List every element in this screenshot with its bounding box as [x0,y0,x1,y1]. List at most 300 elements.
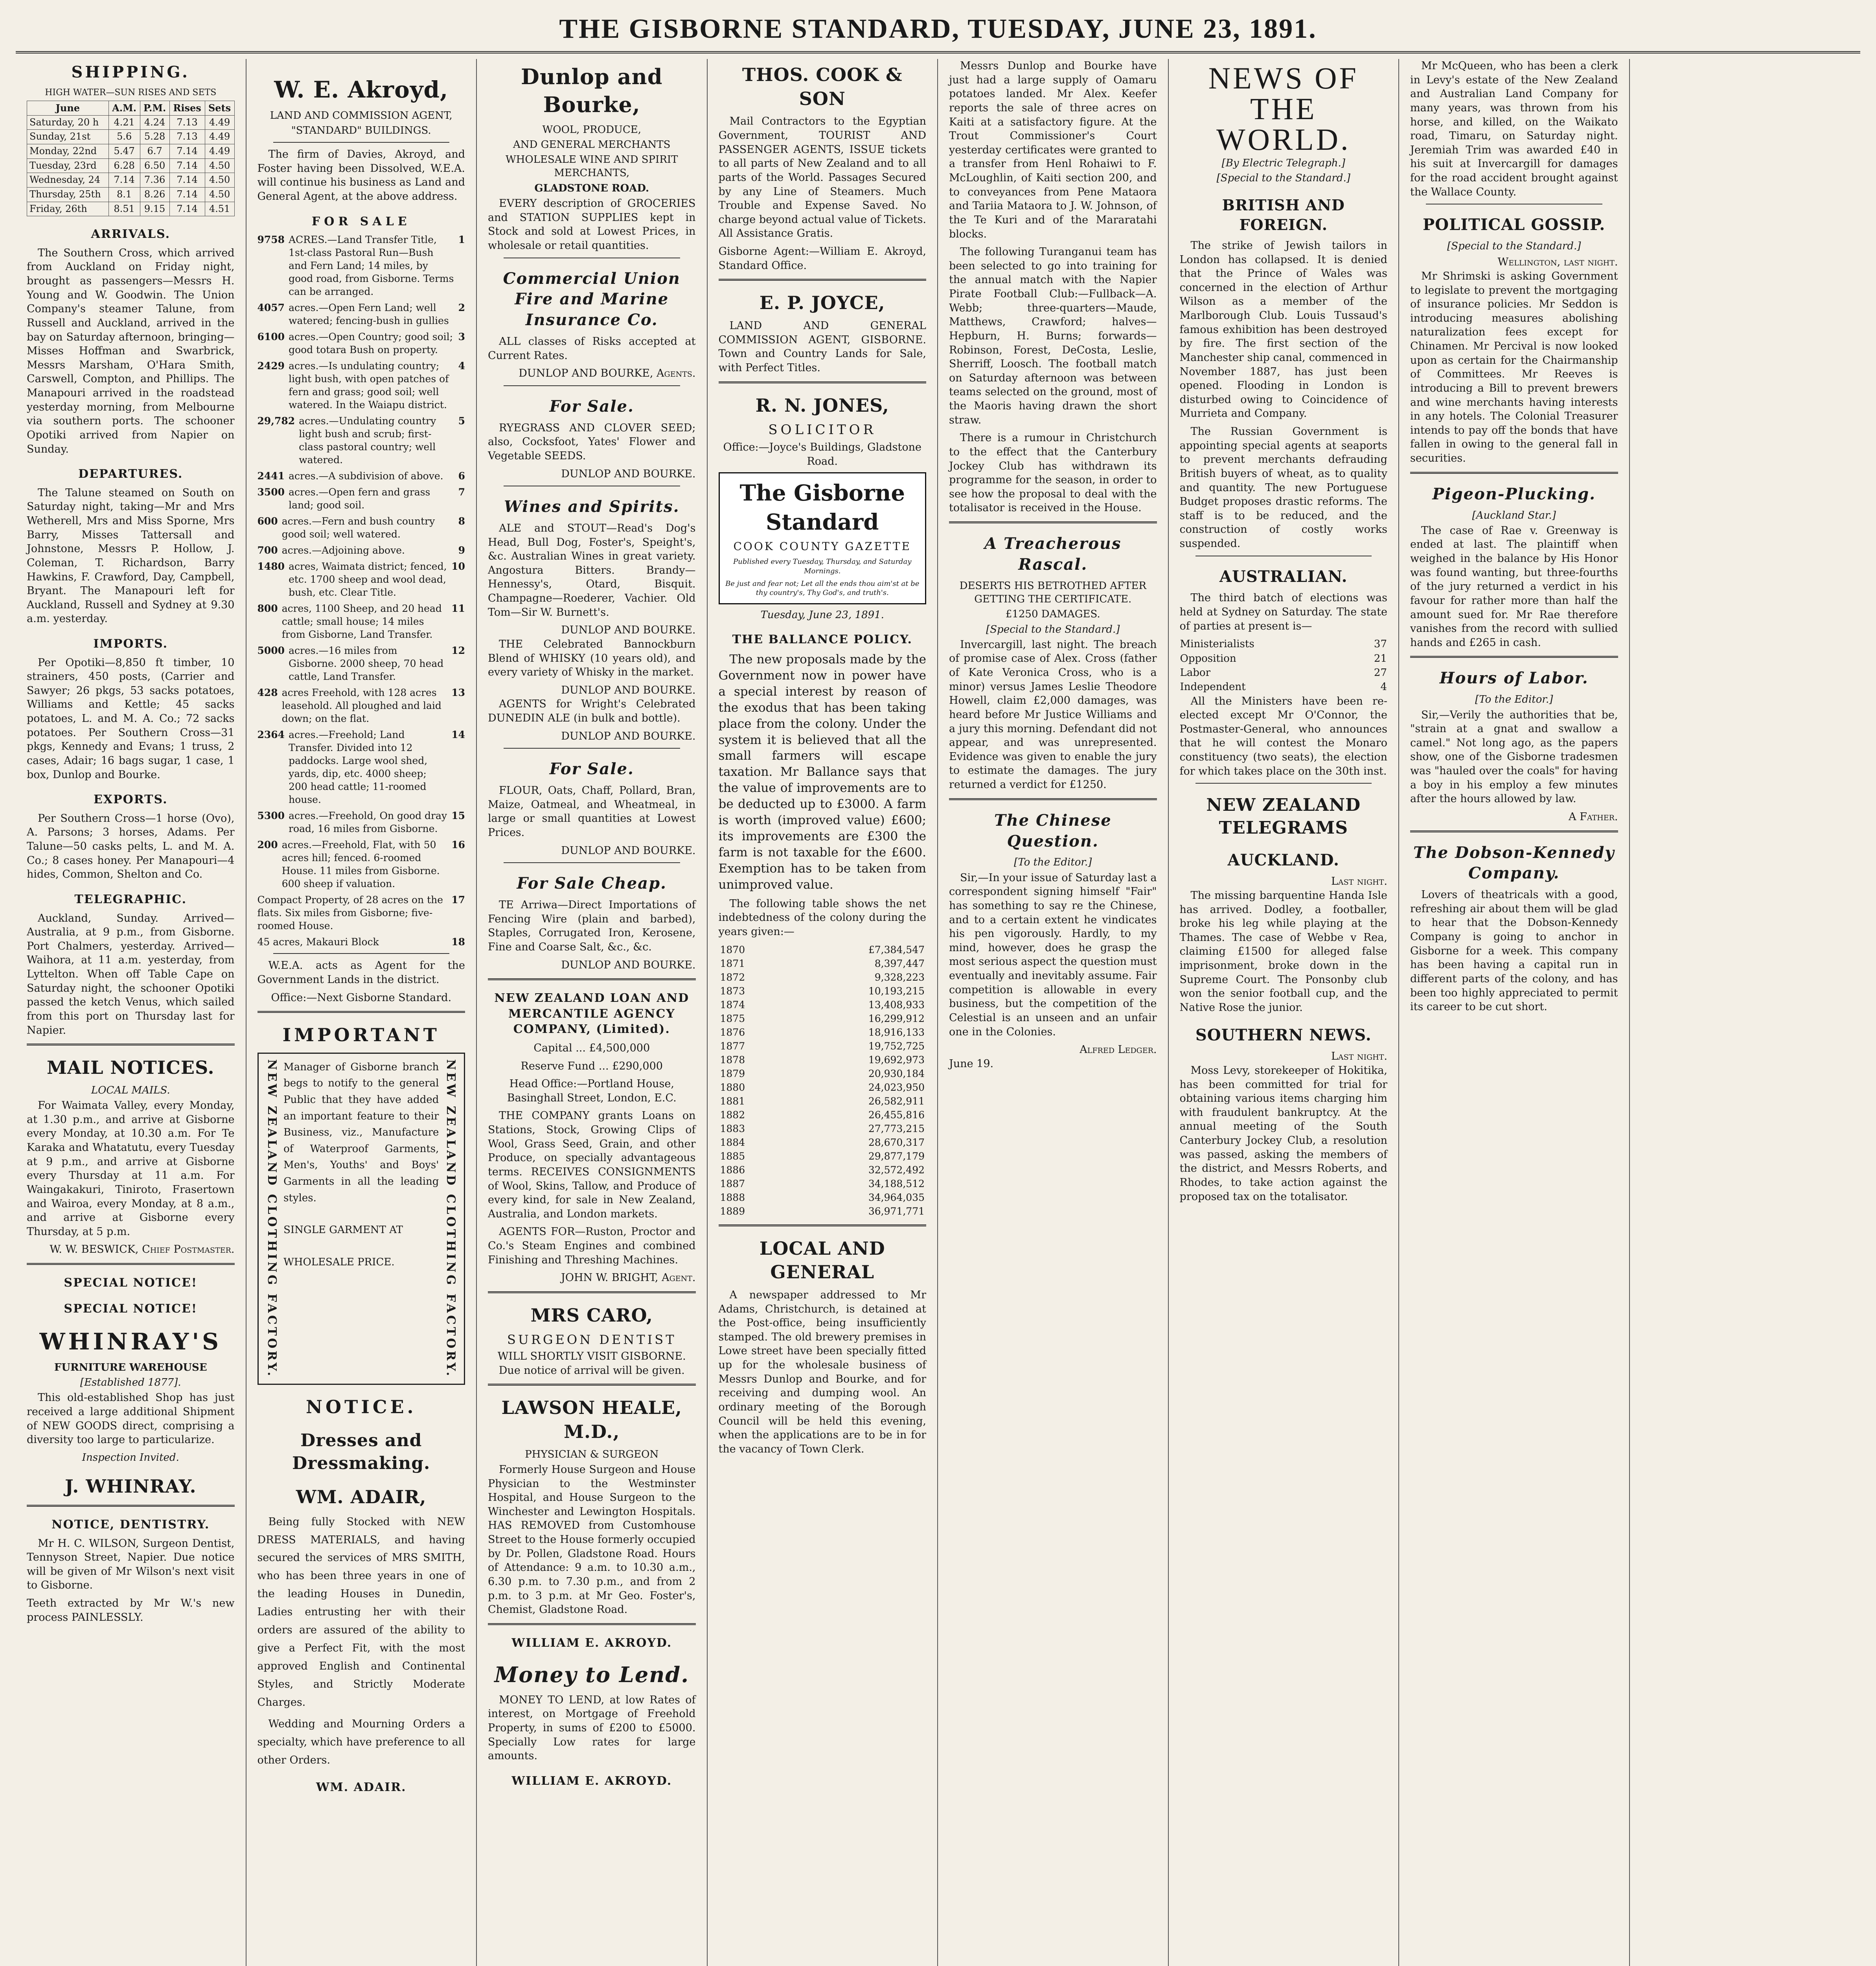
divider [504,385,680,386]
debt-row [719,970,927,984]
land-item [257,330,465,356]
debt-row [719,1149,927,1163]
whinray-text: This old-established Shop has just received a large additional Shipment of NEW GOODS direct, comprising a diversity too large to particularize. [27,1392,235,1446]
land-desc: acres.—16 miles from Gisborne. 2000 sheep, 70 head cattle, Land Transfer. [289,645,444,683]
election-row [1180,637,1388,651]
tide-cell: 6.28 [109,158,140,173]
cook-text: Mail Contractors to the Egyptian Government, TOURIST AND PASSENGER AGENTS, ISSUE tickets to all parts of New Zealand and to all parts of the World. Passages Secured by any Line of Steamers. Much Trouble and Expense Saved. No charge beyond actual value of Tickets. All Assistance Gratis. [718,115,926,240]
debt-row [719,1108,927,1122]
tide-cell: 4.24 [140,115,169,130]
arrivals-text: The Southern Cross, which arrived from Auckland on Friday night, brought as passengers—Messrs H. Young and W. Goodwin. The Union Company's steamer Talune, from Russell and Auckland, arrived in the bay on Saturday afternoon, bringing—Misses Hoffman and Swarbrick, Messrs Marsham, O'Hara Smith, Carswell, Compton, and Phillips. The Manapouri arrived in the roadstead yesterday morning, from Melbourne via southern ports. The schooner Opotiki arrived from Napier on Sunday. [27,247,235,455]
debt-cell: 24,023,950 [868,1081,925,1093]
news-continued-text: Mr McQueen, who has been a clerk in Levy's estate of the New Zealand and Australian Land Company for many years, was thrown from his horse, and killed, on the Waikato road, Timaru, on Saturday night. Jeremiah Trim was awarded £40 in his suit at Invercargill for damages for the road accident brought against the Wallace County. [1410,60,1618,198]
land-item [257,728,465,806]
rascal-title: A Treacherous Rascal. [984,534,1122,574]
debt-cell: 1881 [720,1095,745,1107]
tide-cell: 5.28 [140,130,169,144]
divider [273,953,450,954]
pigeon-text: The case of Rae v. Greenway is ended at last. The plaintiff when weighed in the balance by His Honor was found wanting, but three-fourths of the jury returned a verdict in his favour for rather more than half the amount sued for. Mr Rae therefore vanishes from the record with sullied hands and £265 in cash. [1410,524,1618,649]
for-sale-title: For Sale. [549,397,634,416]
land-number: 9 [458,545,465,556]
land-desc: acres.—Freehold; Land Transfer. Divided into 12 paddocks. Large wool shed, yards, dip, etc. 4000 sheep; 200 head cattle; 11-roomed house. [289,729,428,806]
land-desc: acres, 1100 Sheep, and 20 head cattle; small house; 14 miles from Gisborne, Land Transfer. [281,603,442,641]
caro-name: MRS CARO, [530,1304,653,1326]
election-cell: 27 [1374,666,1387,679]
dress-name: WM. ADAIR, [296,1486,427,1508]
column-4 [708,59,938,1966]
jones-name: R. N. JONES, [755,394,889,416]
clothing-factory-body [283,1059,439,1378]
auckland-subtitle: Last night. [1331,875,1387,888]
land-item [257,515,465,541]
debt-row [719,1122,927,1136]
rumour-text: There is a rumour in Christchurch to the effect that the Canterbury Jockey Club has withdrawn its programme for the season, in order to see how the proposal to deal with the totalisator is received in the House. [949,432,1157,514]
akroyd-line2: "STANDARD" BUILDINGS. [291,124,431,136]
whinray-established: [Established 1877]. [80,1377,181,1389]
debt-row [719,957,927,970]
land-item [257,644,465,683]
election-cell: Labor [1180,666,1210,679]
election-cell: Opposition [1180,652,1236,665]
whisky-text: THE Celebrated Bannockburn Blend of WHISKY (10 years old), and every variety of Whisky in the market. [488,638,696,679]
tide-cell: 7.14 [109,173,140,188]
debt-cell: 1871 [720,957,745,969]
tide-cell: Thursday, 25th [27,187,109,202]
debt-cell: 34,188,512 [868,1178,925,1189]
divider [488,1384,696,1386]
whinray-signature: J. WHINRAY. [65,1476,197,1497]
debt-cell: 1886 [720,1164,745,1176]
news-special: [Special to the Standard.] [1216,172,1350,184]
tide-cell: Wednesday, 24 [27,173,109,188]
auckland-text: The missing barquentine Handa Isle has arrived. Dodley, a footballer, broke his leg while playing at the Thames. The case of Webbe v Rea, claiming £1500 for alleged false imprisonment, broke down in the Supreme Court. The Ponsonby club won the senior football cup, and the Native Rose the junior. [1179,889,1387,1014]
cook-signature: Gisborne Agent:—William E. Akroyd, Standard Office. [718,245,926,272]
imports-title: IMPORTS. [93,637,168,651]
dunlop-text: EVERY description of GROCERIES and STATION SUPPLIES kept in Stock and sold at Lowest Prices, in wholesale or retail quantities. [488,197,696,252]
debt-row [719,943,927,957]
divider [488,1291,696,1293]
southern-text: Moss Levy, storekeeper of Hokitika, has been committed for trial for obtaining various items charging him with fraudulent bankruptcy. At the annual meeting of the South Canterbury Jockey Club, a resolution was passed, asking the members of the district, and Messrs Roberts, and Rhodes, to take action against the proposed tax on the totalisator. [1179,1064,1387,1203]
tide-cell: 4.21 [109,115,140,130]
land-desc: acres.—Freehold, Flat, with 50 acres hill; fenced. 6-roomed House. 11 miles from Gisborne. 600 sheep if valuation. [281,839,440,890]
land-acres: 700 [257,545,278,556]
ballance-text: The new proposals made by the Government now in power have a special interest by reason of the exodus that has been taking place from the colony. Under the system it is believed that all the small farmers will escape taxation. Mr Ballance says that the value of improvements are to be deducted up to £3000. A farm is worth (improved value) £600; its improvements are £300 the farm is not taxable for the £600. Exemption has to be taken from unimproved value. [718,652,926,892]
debt-table [719,943,927,1218]
dunlop-name: Dunlop and Bourke, [521,64,663,118]
departures-text: The Talune steamed on South on Saturday night, taking—Mr and Mrs Wetherell, Mrs and Miss Sporne, Mrs Barry, Misses Tattersall and Johnstone, Messrs P. Hollow, J. Coleman, T. Richardson, Barry Hawkins, F. Crawford, Day, Campbell, Bryant. The Manapouri left for Auckland, Russell and Sydney at 9.30 a.m. yesterday. [27,486,235,625]
land-acres: 200 [257,839,278,851]
departures-title: DEPARTURES. [78,467,183,481]
debt-row [719,998,927,1012]
akroyd-office: Office:—Next Gisborne Standard. [271,991,452,1004]
debt-cell: 26,455,816 [868,1109,925,1121]
land-desc: acres.—Open Fern Land; well watered; fencing-bush in gullies [289,302,449,327]
debt-cell: 9,328,223 [874,971,925,983]
important-title: IMPORTANT [282,1024,440,1046]
money-title: Money to Lend. [494,1662,689,1688]
debt-row [719,1136,927,1149]
tide-cell: 7.13 [169,130,205,144]
dress-title: Dresses and Dressmaking. [292,1430,430,1473]
land-acres: 600 [257,515,278,527]
debt-cell: 18,916,133 [868,1026,925,1038]
land-desc: acres.—Freehold, On good dray road, 16 miles from Gisborne. [289,810,447,835]
divider [27,1263,235,1265]
land-item [257,469,465,482]
exports-title: EXPORTS. [93,793,168,807]
heale-subtitle: PHYSICIAN & SURGEON [525,1448,659,1460]
divider [1410,830,1618,832]
divider [504,748,680,749]
tide-header: Rises [169,101,205,115]
divider [504,862,680,863]
land-acres: 2429 [257,360,285,372]
land-number: 17 [451,894,465,906]
money-signature: WILLIAM E. AKROYD. [511,1774,672,1788]
exports-text: Per Southern Cross—1 horse (Ovo), A. Parsons; 3 horses, Adams. Per Talune—50 casks pelts, L. and M. A. Co.; 8 cases honey. Per Manapouri—4 hides, Common, Shelton and Co. [27,812,235,881]
dunlop-line2: AND GENERAL MERCHANTS [513,138,671,151]
land-desc: 45 acres, Makauri Block [257,936,379,948]
column-1 [16,59,246,1966]
dress-text: Being fully Stocked with NEW DRESS MATERIALS, and having secured the services of MRS SMITH, who has been three years in one of the leading Houses in Dunedin, Ladies entrusting her with their orders are assured of the ability to give a Perfect Fit, with the most approved English and Continental Styles, and Strictly Moderate Charges. [257,1515,465,1708]
auckland-title: AUCKLAND. [1227,850,1339,869]
rascal-text: Invercargill, last night. The breach of promise case of Alex. Cross (father of Kate Veronica Cross, who is a minor) versus James Leslie Theodore Howell, claim £2,000 damages, was heard before Mr Justice Williams and a jury this morning. Defendant did not appear, and was unrepresented. Evidence was given to enable the jury to estimate the damages. The jury returned a verdict for £1250. [949,638,1157,791]
land-item [257,414,465,466]
for-sale2-title: For Sale. [549,760,634,779]
land-number: 12 [451,645,465,657]
tide-cell: 8.1 [109,187,140,202]
debt-row [719,1163,927,1177]
debt-cell: 1889 [720,1205,745,1217]
tide-cell: 7.13 [169,115,205,130]
tide-cell: 4.50 [205,158,234,173]
akroyd-line1: LAND AND COMMISSION AGENT, [270,109,452,121]
land-number: 5 [458,415,465,427]
chinese-text: Sir,—In your issue of Saturday last a correspondent signing himself "Fair" has something to say re the Chinese, and to a certain extent he vindicates his pen vigorously. Hardly, to my mind, however, does he grasp the most serious aspect the question must eventually and inevitably assume. Fair competition is allowable in every business, but the competition of the Celestial is an unseen and an unfair one in the Colonies. [949,871,1157,1038]
debt-row [719,1204,927,1218]
land-number: 7 [458,486,465,498]
hours-text: Sir,—Verily the authorities that be, "strain at a gnat and swallow a camel." Not long ago, as the papers show, one of the Gisborne tradesmen was "hauled over the coals" for having a boy in his employ a few minutes after the hours allowed by law. [1410,709,1618,805]
land-desc: acres.—Open Country; good soil; good totara Bush on property. [289,331,453,356]
fire-signature: DUNLOP AND BOURKE, Agents. [519,367,696,380]
land-item [257,893,465,932]
imports-text: Per Opotiki—8,850 ft timber, 10 strainers, 450 posts, (Carrier and Sawyer; 26 pkgs, 53 sacks potatoes, Williams and Kettle; 45 sacks potatoes, L. and M. A. Co.; 72 sacks potatoes. Per Southern Cross—31 pkgs, Kennedy and Evans; 1 truss, 2 cases, Adair; 16 bags sugar, 1 case, 1 box, Dunlop and Bourke. [27,656,235,781]
dress-signature: WM. ADAIR. [316,1780,406,1795]
football-text: The following Turanganui team has been selected to go into training for the annual match with the Napier Pirate Football Club:—Fullback—A. Webb; three-quarters—Maude, Matthews, Crawford; halves—Hepburn, H. Burns; forwards—Robinson, Forest, DeCosta, Leslie, Sherriff, Loosch. The football match on Saturday afternoon was between teams selected on the ground, most of the Maoris having drawn the short straw. [949,246,1157,426]
tide-cell: 4.49 [205,130,234,144]
divider [1195,783,1372,784]
ballance-title: THE BALLANCE POLICY. [732,633,912,647]
money-name: WILLIAM E. AKROYD. [511,1636,672,1650]
debt-row [719,1177,927,1191]
british-title: BRITISH AND FOREIGN. [1222,196,1345,234]
dunlop-line4: GLADSTONE ROAD. [534,182,649,194]
heale-text: Formerly House Surgeon and House Physician to the Westminster Hospital, and House Surgeon to the Winchester and Lewington Hospitals. HAS REMOVED from Customhouse Street to the House formerly occupied by Dr. Pollen, Gladstone Road. Hours of Attendance: 9 a.m. to 10.30 a.m., 6.30 p.m. to 7.30 p.m., and from 2 p.m. to 3 p.m. at Mr Geo. Foster's, Chemist, Gladstone Road. [488,1463,696,1616]
debt-row [719,1067,927,1081]
rascal-subtitle: DESERTS HIS BETROTHED AFTER GETTING THE CERTIFICATE. [959,580,1146,605]
debt-cell: 1879 [720,1068,745,1079]
arrivals-title: ARRIVALS. [91,227,171,241]
dunlop-line3: WHOLESALE WINE AND SPIRIT MERCHANTS, [506,154,678,179]
land-number: 4 [458,360,465,372]
tide-table [27,101,235,216]
debt-cell: 19,752,725 [868,1040,925,1052]
tide-cell: Tuesday, 23rd [27,158,109,173]
pigeon-title: Pigeon-Plucking. [1432,484,1596,503]
election-row [1180,680,1388,694]
fire-text: ALL classes of Risks accepted at Current Rates. [488,335,696,362]
land-acres: 3500 [257,486,285,498]
news-subtitle: [By Electric Telegraph.] [1221,157,1345,169]
special-notice: SPECIAL NOTICE! [64,1301,198,1316]
column-2 [246,59,477,1966]
divider [273,142,450,143]
clothing-wholesale: WHOLESALE PRICE. [283,1256,395,1268]
divider [949,521,1157,523]
australian-text: The third batch of elections was held at Sydney on Saturday. The state of parties at present is— [1179,592,1387,632]
australian-text-2: All the Ministers have been re-elected except Mr O'Connor, the Postmaster-General, who announces that he will contest the Monaro constituency (two seats), the election for which takes place on the 30th inst. [1179,695,1387,777]
dentistry-footer: Teeth extracted by Mr W.'s new process PAINLESSLY. [27,1597,235,1624]
dunedin-signature: DUNLOP AND BOURKE. [561,730,696,742]
loan-capital: Capital ... £4,500,000 [533,1042,650,1054]
mail-text: For Waimata Valley, every Monday, at 1.30 p.m., and arrive at Gisborne every Monday, at 10.30 a.m. For Te Karaka and Whatatutu, every Tuesday at 9 p.m., and arrive at Gisborne every Thursday at 11 a.m. For Waingakakuri, Tiniroto, Frasertown and Wairoa, every Monday, at 8 a.m., and arrive at Gisborne every Thursday, at 5 p.m. [27,1099,235,1238]
land-item [257,233,465,298]
land-desc: Compact Property, of 28 acres on the flats. Six miles from Gisborne; five-roomed House. [257,894,443,932]
tide-cell: 4.50 [205,173,234,188]
land-acres: 2441 [257,470,285,482]
debt-cell: 1887 [720,1178,745,1189]
tide-cell: 9.15 [140,202,169,216]
debt-row [719,1025,927,1039]
column-6 [1169,59,1400,1966]
land-item [257,686,465,725]
debt-cell: 8,397,447 [874,957,925,969]
land-item [257,544,465,557]
fire-title: Commercial Union Fire and Marine Insurance Co. [503,269,681,330]
heale-name: LAWSON HEALE, M.D., [501,1397,682,1442]
shipping-title: SHIPPING. [71,63,190,81]
tide-cell: 8.51 [109,202,140,216]
land-acres: 2364 [257,729,285,741]
loan-office: Head Office:—Portland House, Basinghall Street, London, E.C. [507,1078,677,1104]
land-item [257,809,465,835]
land-number: 16 [451,839,465,851]
land-item [257,301,465,327]
debt-cell: 13,408,933 [868,999,925,1011]
column-3 [477,59,708,1966]
tide-row [27,115,235,130]
election-cell: Independent [1180,681,1246,693]
wines-signature: DUNLOP AND BOURKE. [561,624,696,637]
telegraphic-title: TELEGRAPHIC. [74,892,187,906]
cheap-signature: DUNLOP AND BOURKE. [561,959,696,971]
election-cell: 4 [1380,681,1387,693]
loan-signature: JOHN W. BRIGHT, Agent. [561,1272,696,1284]
dobson-title: The Dobson-Kennedy Company. [1413,843,1615,883]
local-continued-text: Messrs Dunlop and Bourke have just had a large supply of Oamaru potatoes landed. Mr Alex. Keefer reports the sale of three acres on Kaiti at a satisfactory figure. At the Trout Commissioner's Court yesterday certificates were granted to a transfer from Henl Rohaiwi to F. McLoughlin, of Kaiti section 200, and to conveyances from Pene Mataora and Tariia Mataora to J. W. Johnson, of the Te Kuri and of the Mararatahi blocks. [949,60,1157,240]
land-desc: acres.—Undulating country light bush and scrub; first-class pastoral country; well watered. [299,415,436,466]
debt-cell: 19,692,973 [868,1054,925,1066]
dunedin-text: AGENTS for Wright's Celebrated DUNEDIN ALE (in bulk and bottle). [488,698,696,725]
tide-cell: 7.14 [169,158,205,173]
debt-cell: 1880 [720,1081,745,1093]
tide-cell: 4.51 [205,202,234,216]
akroyd-name: W. E. Akroyd, [274,76,449,103]
debt-row [719,1053,927,1067]
tide-cell: 6.50 [140,158,169,173]
debt-cell: 1882 [720,1109,745,1121]
land-desc: ACRES.—Land Transfer Title, 1st-class Pastoral Run—Bush and Fern Land; 14 miles, by good road, from Gisborne. Terms can be arranged. [289,234,454,298]
flag-publication: Published every Tuesday, Thursday, and Saturday Mornings. [733,558,912,575]
tide-row [27,144,235,158]
jones-subtitle: SOLICITOR [768,422,877,438]
tide-cell: Friday, 26th [27,202,109,216]
british-text: The strike of Jewish tailors in London has collapsed. It is denied that the Prince of Wales was concerned in the election of Arthur Wilson as a member of the Marlborough Club. Louis Tussaud's famous exhibition has been destroyed by fire. The first section of the Manchester ship canal, commenced in November 1887, has just been opened. Flooding in London is disturbed owing to Coincidence of Murrieta and Company. [1179,239,1387,420]
loan-text: THE COMPANY grants Loans on Stations, Stock, Growing Clips of Wool, Grass Seed, Grain, and other Produce, on specially advantageous terms. RECEIVES CONSIGNMENTS of Wool, Skins, Tallow, and Produce of every kind, for sale in New Zealand, Australia, and London markets. [488,1110,696,1220]
clothing-factory-side: NEW ZEALAND CLOTHING FACTORY. [265,1059,279,1379]
flag-title: The Gisborne Standard [739,480,905,536]
land-number: 15 [451,810,465,822]
whisky-signature: DUNLOP AND BOURKE. [561,684,696,696]
debt-cell: 1885 [720,1150,745,1162]
debt-cell: 1875 [720,1012,745,1024]
debt-cell: 1877 [720,1040,745,1052]
debt-cell: 26,582,911 [868,1095,925,1107]
debt-row [719,984,927,998]
land-number: 6 [458,470,465,482]
debt-cell: 29,877,179 [868,1150,925,1162]
land-number: 14 [451,729,465,741]
hours-title: Hours of Labor. [1439,669,1589,688]
tide-cell: Monday, 22nd [27,144,109,158]
news-title: NEWS OF THE WORLD. [1208,61,1359,156]
debt-cell: 27,773,215 [868,1123,925,1134]
cheap-title: For Sale Cheap. [517,874,667,893]
debt-cell: 1888 [720,1191,745,1203]
land-acres: 428 [257,687,278,699]
debt-cell: 32,572,492 [868,1164,925,1176]
column-8 [1630,59,1861,1966]
debt-cell: 1872 [720,971,745,983]
joyce-text: LAND AND GENERAL COMMISSION AGENT, GISBORNE. Town and Country Lands for Sale, with Perfect Titles. [718,320,926,374]
land-acres: 9758 [257,234,285,246]
land-acres: 29,782 [257,415,295,427]
land-item [257,602,465,641]
tide-cell: 6.7 [140,144,169,158]
land-desc: acres, Waimata district; fenced, etc. 1700 sheep and wool dead, bush, etc. Clear Title. [289,561,447,598]
debt-row [719,1081,927,1094]
debt-cell: 10,193,215 [868,985,925,997]
flag-subtitle: COOK COUNTY GAZETTE [733,540,911,553]
whinray-name: WHINRAY'S [39,1328,222,1355]
flag-motto: Be just and fear not; Let all the ends thou aim'st at be thy country's, Thy God's, and truth's. [725,579,920,597]
tide-cell: 7.14 [169,173,205,188]
tide-header: Sets [205,101,234,115]
dentistry-text: Mr H. C. WILSON, Surgeon Dentist, Tennyson Street, Napier. Due notice will be given of Mr Wilson's next visit to Gisborne. [27,1537,235,1592]
political-place: Wellington, last night. [1497,256,1618,269]
divider [1410,472,1618,474]
newspaper-title: THE GISBORNE STANDARD, TUESDAY, JUNE 23, 1891. [559,14,1317,44]
tide-row [27,187,235,202]
money-text: MONEY TO LEND, at low Rates of interest, on Mortgage of Freehold Property, in sums of £200 to £5000. Specially Low rates for large amounts. [488,1694,696,1762]
local-title: LOCAL AND GENERAL [759,1237,885,1283]
divider [1410,656,1618,658]
land-acres: 4057 [257,302,285,314]
debt-row [719,1012,927,1025]
land-item [257,838,465,890]
hours-subtitle: [To the Editor.] [1475,694,1553,706]
clothing-single: SINGLE GARMENT AT [283,1224,403,1236]
caro-text: WILL SHORTLY VISIT GISBORNE. Due notice of arrival will be given. [497,1350,686,1377]
debt-cell: 1884 [720,1136,745,1148]
southern-title: SOUTHERN NEWS. [1195,1025,1372,1044]
tide-cell: 7.14 [169,187,205,202]
debt-cell: 1873 [720,985,745,997]
land-desc: acres.—Is undulating country; light bush, with open patches of fern and grass; good soil; well watered. In the Waiapu district. [289,360,449,411]
newspaper-flag [719,472,927,604]
loan-title: NEW ZEALAND LOAN AND MERCANTILE AGENCY COMPANY, (Limited). [494,991,690,1036]
telegraphic-text: Auckland, Sunday. Arrived—Australia, at 9 p.m., from Gisborne. Port Chalmers, yesterday. Arrived—Waihora, at 11 a.m. yesterday, from Lyttelton. When off Table Cape on Saturday night, the schooner Opotiki passed the ketch Venus, which sailed from this port on Thursday last for Napier. [27,912,235,1036]
joyce-name: E. P. JOYCE, [759,292,885,314]
tide-cell: 4.49 [205,115,234,130]
caro-subtitle: SURGEON DENTIST [507,1332,677,1347]
land-acres: 800 [257,603,278,615]
akroyd-text: The firm of Davies, Akroyd, and Foster having been Dissolved, W.E.A. will continue his business as Land and General Agent, at the above address. [257,148,465,203]
notice-title: NOTICE. [305,1396,417,1418]
mail-signature: W. W. BESWICK, Chief Postmaster. [50,1243,235,1256]
debt-cell: 16,299,912 [868,1012,925,1024]
political-text: Mr Shrimski is asking Government to legislate to prevent the mortgaging of insurance policies. Mr Seddon is introducing measures abolishing naturalization fees except for Chinamen. Mr Percival is now looked upon as certain for the Chairmanship of Committees. Mr Reeves is introducing a Bill to prevent brewers and wine merchants having interests in any hotels. The Colonial Treasurer intends to pay off the bonds that have fallen in owing to the general fall in securities. [1410,270,1618,465]
land-number: 8 [458,515,465,527]
chinese-title: The Chinese Question. [994,811,1112,850]
clothing-factory-ad [257,1053,465,1385]
column-5 [938,59,1169,1966]
for-sale-signature: DUNLOP AND BOURKE. [561,468,696,480]
dentistry-title: NOTICE, DENTISTRY. [51,1517,210,1532]
election-row [1180,666,1388,680]
divider [719,279,927,281]
tide-row [27,130,235,144]
divider [949,798,1157,800]
southern-subtitle: Last night. [1331,1050,1387,1063]
land-number: 3 [458,331,465,343]
debt-cell: £7,384,547 [868,944,925,955]
land-number: 2 [458,302,465,314]
special-notice: SPECIAL NOTICE! [64,1276,198,1290]
dress-mourning: Wedding and Mourning Orders a specialty, which have preference to all other Orders. [257,1718,465,1767]
debt-row [719,1039,927,1053]
divider [488,1623,696,1625]
land-acres: 1480 [257,561,285,572]
election-cell: 21 [1374,652,1387,665]
british-text-2: The Russian Government is appointing special agents at seaports to prevent merchants defrauding British buyers of wheat, as to quality and quantity. The new Portuguese Budget proposes drastic reforms. The staff is to be reduced, and the construction of costly works suspended. [1179,425,1387,550]
wines-title: Wines and Spirits. [504,497,680,516]
dobson-text: Lovers of theatricals with a good, refreshing air about them will be glad to hear that the Dobson-Kennedy Company is going to anchor in Gisborne for a week. This company has been having a capital run in different parts of the colony, and has been too highly appreciated to permit its career to be cut short. [1410,889,1618,1013]
debt-cell: 36,971,771 [868,1205,925,1217]
whinray-inspection: Inspection Invited. [82,1451,179,1463]
nz-telegrams-title: NEW ZEALAND TELEGRAMS [1206,795,1361,838]
debt-cell: 1883 [720,1123,745,1134]
tide-cell: 7.14 [169,144,205,158]
wines-text: ALE and STOUT—Read's Dog's Head, Bull Dog, Foster's, Speight's, &c. Australian Wines in great variety. Angostura Bitters. Brandy—Hennessy's, Otard, Bisquit. Champagne—Roederer, Vachier. Old Tom—Sir W. Burnett's. [488,522,696,619]
land-number: 18 [451,936,465,948]
australian-title: AUSTRALIAN. [1219,567,1348,586]
chinese-signature: Alfred Ledger. [1080,1044,1157,1056]
column-7 [1399,59,1630,1966]
clothing-text: Manager of Gisborne branch begs to notify to the general Public that they have added an important feature to their Business, viz., Manufacture of Waterproof Garments, Men's, Youths' and Boys' Garments in all the leading styles. [283,1061,439,1204]
debt-cell: 1870 [720,944,745,955]
for-sale2-signature: DUNLOP AND BOURKE. [561,844,696,857]
